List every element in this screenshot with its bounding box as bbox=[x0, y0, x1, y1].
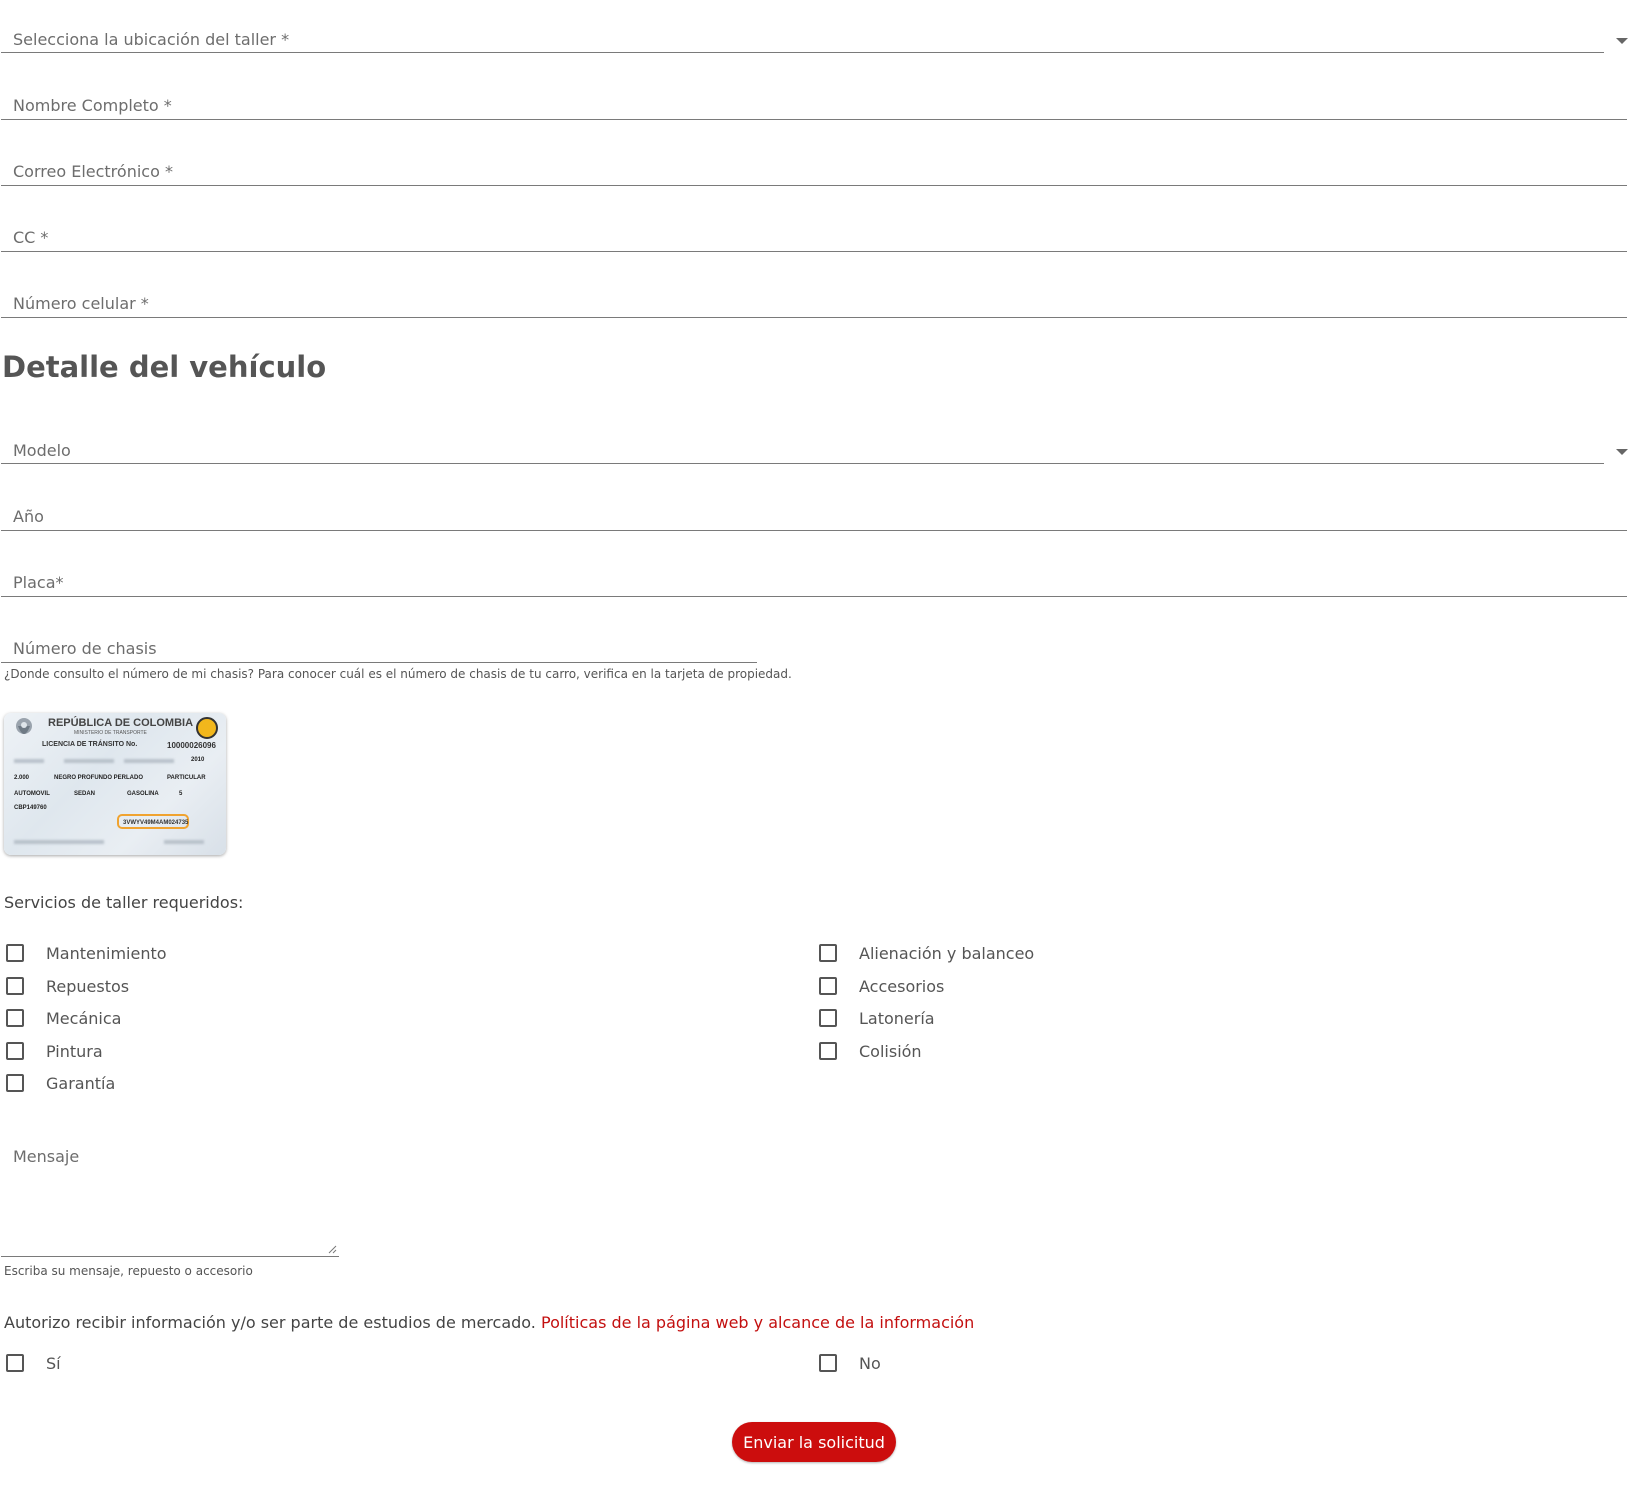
plate-label: Placa* bbox=[13, 573, 64, 592]
field-underline bbox=[1, 52, 1604, 53]
model-select-label: Modelo bbox=[13, 441, 71, 460]
redacted-field bbox=[164, 840, 204, 844]
checkbox-mecanica[interactable] bbox=[0, 1007, 121, 1029]
email-label: Correo Electrónico * bbox=[13, 162, 173, 181]
card-chassis-number: 3VWYV49M4AM024735 bbox=[117, 814, 189, 829]
phone-field[interactable] bbox=[1, 272, 1627, 318]
card-license-number: 10000026096 bbox=[167, 741, 216, 750]
checkbox-mantenimiento[interactable] bbox=[0, 942, 167, 964]
chassis-help-text: ¿Donde consulto el número de mi chasis? Para conocer cuál es el número de chasis de tu carro, verifica en la tarjeta de propiedad. bbox=[4, 667, 792, 681]
checkbox-label: Colisión bbox=[859, 1041, 922, 1061]
full-name-field[interactable] bbox=[1, 74, 1627, 120]
card-color: NEGRO PROFUNDO PERLADO bbox=[54, 775, 144, 781]
checkbox-label: Alienación y balanceo bbox=[859, 943, 1035, 963]
transport-badge-icon bbox=[196, 717, 218, 739]
field-underline bbox=[1, 119, 1627, 120]
resize-grip-icon[interactable] bbox=[328, 1245, 337, 1254]
checkbox-icon[interactable] bbox=[819, 1042, 837, 1060]
checkbox-label: Garantía bbox=[46, 1073, 116, 1093]
card-cylinder: 2.000 bbox=[14, 775, 30, 781]
checkbox-label: Accesorios bbox=[859, 976, 945, 996]
card-country: REPÚBLICA DE COLOMBIA bbox=[48, 717, 194, 729]
consent-statement: Autorizo recibir información y/o ser parte de estudios de mercado. bbox=[4, 1313, 536, 1332]
card-motor-number: CBP149760 bbox=[14, 805, 47, 811]
field-underline bbox=[1, 596, 1627, 597]
checkbox-label: Mantenimiento bbox=[46, 943, 167, 963]
checkbox-icon[interactable] bbox=[819, 1354, 837, 1372]
card-body-type: SEDAN bbox=[74, 791, 96, 797]
card-ministry: MINISTERIO DE TRANSPORTE bbox=[74, 730, 147, 736]
checkbox-icon[interactable] bbox=[6, 1042, 24, 1060]
chassis-label: Número de chasis bbox=[13, 639, 157, 658]
message-label: Mensaje bbox=[13, 1147, 80, 1166]
checkbox-icon[interactable] bbox=[6, 977, 24, 995]
checkbox-label: Mecánica bbox=[46, 1008, 122, 1028]
field-underline bbox=[1, 530, 1627, 531]
location-select-label: Selecciona la ubicación del taller * bbox=[13, 30, 290, 49]
checkbox-label: Repuestos bbox=[46, 976, 130, 996]
chevron-down-icon[interactable] bbox=[1616, 449, 1628, 455]
checkbox-label: No bbox=[859, 1353, 881, 1373]
vehicle-section-title: Detalle del vehículo bbox=[2, 350, 327, 384]
redacted-field bbox=[64, 759, 114, 763]
card-fuel: GASOLINA bbox=[127, 791, 159, 797]
chevron-down-icon[interactable] bbox=[1616, 38, 1628, 44]
card-vehicle-class: AUTOMOVIL bbox=[14, 791, 50, 797]
card-service: PARTICULAR bbox=[167, 775, 206, 781]
checkbox-accesorios[interactable] bbox=[813, 975, 944, 997]
field-underline bbox=[1, 662, 757, 663]
cc-label: CC * bbox=[13, 228, 49, 247]
checkbox-consent-yes[interactable] bbox=[0, 1352, 61, 1374]
checkbox-repuestos[interactable] bbox=[0, 975, 129, 997]
field-underline bbox=[1, 1256, 339, 1257]
checkbox-label: Pintura bbox=[46, 1041, 103, 1061]
checkbox-icon[interactable] bbox=[6, 944, 24, 962]
checkbox-label: Latonería bbox=[859, 1008, 935, 1028]
card-license-label: LICENCIA DE TRÁNSITO No. bbox=[42, 741, 138, 748]
checkbox-icon[interactable] bbox=[6, 1074, 24, 1092]
checkbox-icon[interactable] bbox=[6, 1009, 24, 1027]
checkbox-icon[interactable] bbox=[819, 977, 837, 995]
full-name-label: Nombre Completo * bbox=[13, 96, 172, 115]
checkbox-garantia[interactable] bbox=[0, 1072, 115, 1094]
cc-field[interactable] bbox=[1, 206, 1627, 252]
field-underline bbox=[1, 185, 1627, 186]
checkbox-icon[interactable] bbox=[6, 1354, 24, 1372]
field-underline bbox=[1, 463, 1604, 464]
checkbox-latoneria[interactable] bbox=[813, 1007, 935, 1029]
field-underline bbox=[1, 317, 1627, 318]
phone-label: Número celular * bbox=[13, 294, 149, 313]
redacted-field bbox=[124, 759, 174, 763]
chassis-field[interactable] bbox=[1, 617, 757, 663]
services-title: Servicios de taller requeridos: bbox=[4, 893, 244, 912]
card-capacity: 5 bbox=[179, 791, 183, 797]
coat-of-arms-icon bbox=[11, 716, 37, 742]
plate-field[interactable] bbox=[1, 551, 1627, 597]
year-label: Año bbox=[13, 507, 44, 526]
email-field[interactable] bbox=[1, 140, 1627, 186]
checkbox-alienacion[interactable] bbox=[813, 942, 1034, 964]
card-model-year: 2010 bbox=[191, 757, 205, 763]
submit-button[interactable]: Enviar la solicitud bbox=[732, 1422, 896, 1462]
checkbox-consent-no[interactable] bbox=[813, 1352, 881, 1374]
checkbox-pintura[interactable] bbox=[0, 1040, 103, 1062]
property-card-image bbox=[4, 713, 226, 855]
model-select[interactable] bbox=[1, 419, 1604, 464]
year-field[interactable] bbox=[1, 485, 1627, 531]
consent-text bbox=[4, 1313, 974, 1332]
field-underline bbox=[1, 251, 1627, 252]
message-textarea[interactable] bbox=[1, 1119, 339, 1257]
location-select[interactable] bbox=[1, 8, 1604, 53]
redacted-field bbox=[14, 840, 104, 844]
checkbox-label: Sí bbox=[46, 1353, 61, 1373]
privacy-policy-link[interactable]: Políticas de la página web y alcance de la información bbox=[540, 1313, 975, 1332]
checkbox-icon[interactable] bbox=[819, 1009, 837, 1027]
checkbox-icon[interactable] bbox=[819, 944, 837, 962]
message-help-text: Escriba su mensaje, repuesto o accesorio bbox=[4, 1264, 253, 1278]
redacted-field bbox=[14, 759, 44, 763]
checkbox-colision[interactable] bbox=[813, 1040, 922, 1062]
